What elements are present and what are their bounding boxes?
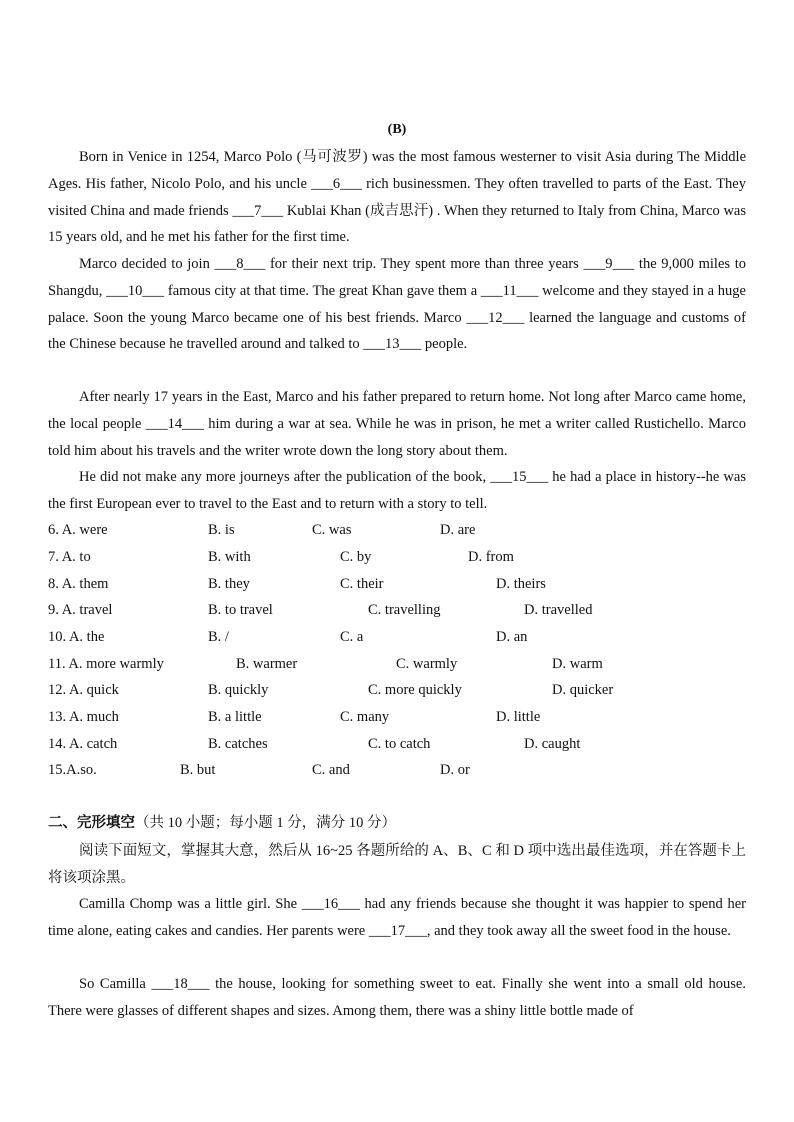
option-c: C. many bbox=[340, 709, 390, 725]
passage-paragraph bbox=[48, 464, 746, 518]
option-c: C. by bbox=[340, 549, 372, 565]
option-a: 11. A. more warmly bbox=[48, 656, 164, 672]
option-b: B. catches bbox=[208, 736, 268, 752]
question-options bbox=[48, 520, 748, 540]
option-d: D. from bbox=[468, 549, 514, 565]
option-b: B. a little bbox=[208, 709, 262, 725]
option-b: B. quickly bbox=[208, 682, 269, 698]
option-a: 6. A. were bbox=[48, 522, 108, 538]
option-a: 14. A. catch bbox=[48, 736, 118, 752]
question-options bbox=[48, 760, 748, 780]
paragraph-text: After nearly 17 years in the East, Marco and his father prepared to return home. Not long after Marco came home, the local people ___14___ him during a war at sea. While he was in prison, he met a writer called Rustichello. Marco told him about his travels and the writer wrote down the long story about them. bbox=[48, 389, 746, 459]
question-options bbox=[48, 547, 748, 567]
option-b: B. is bbox=[208, 522, 235, 538]
paragraph-text: Born in Venice in 1254, Marco Polo (马可波罗) was the most famous westerner to visit Asia during The Middle Ages. His father, Nicolo Polo, and his uncle ___6___ rich businessmen. They often travelled to parts of the East. They visited China and made friends ___7___ Kublai Khan (成吉思汗) . When they returned to Italy from China, Marco was 15 years old, and he met his father for the first time. bbox=[48, 149, 746, 246]
option-b: B. / bbox=[208, 629, 229, 645]
instruction-text: 阅读下面短文，掌握其大意，然后从 16~25 各题所给的 A、B、C 和 D 项中选出最佳选项，并在答题卡上将该项涂黑。 bbox=[48, 843, 746, 886]
option-c: C. and bbox=[312, 762, 350, 778]
passage-paragraph bbox=[48, 251, 746, 358]
question-options bbox=[48, 654, 748, 674]
option-d: D. an bbox=[496, 629, 528, 645]
option-a: 8. A. them bbox=[48, 576, 109, 592]
question-options bbox=[48, 734, 748, 754]
option-a: 13. A. much bbox=[48, 709, 119, 725]
option-b: B. but bbox=[180, 762, 216, 778]
option-c: C. their bbox=[340, 576, 384, 592]
paragraph-text: He did not make any more journeys after the publication of the book, ___15___ he had a place in history--he was the first European ever to travel to the East and to return with a story to tell. bbox=[48, 469, 746, 512]
option-b: B. warmer bbox=[236, 656, 298, 672]
section-title: (B) bbox=[387, 122, 407, 137]
option-d: D. quicker bbox=[552, 682, 614, 698]
option-c: C. travelling bbox=[368, 602, 441, 618]
section-heading bbox=[48, 813, 396, 833]
paragraph-text: So Camilla ___18___ the house, looking for something sweet to eat. Finally she went into a small old house. There were glasses of different shapes and sizes. Among them, there was a shiny little bottle made of bbox=[48, 976, 746, 1019]
option-b: B. to travel bbox=[208, 602, 273, 618]
section-heading-note: （共 10 小题；每小题 1 分，满分 10 分） bbox=[135, 815, 396, 831]
option-d: D. or bbox=[440, 762, 470, 778]
question-options bbox=[48, 680, 748, 700]
paragraph-text: Camilla Chomp was a little girl. She ___16___ had any friends because she thought it was happier to spend her time alone, eating cakes and candies. Her parents were ___17___, and they took away all the sweet food in the house. bbox=[48, 896, 746, 939]
passage-paragraph bbox=[48, 891, 746, 945]
option-c: C. was bbox=[312, 522, 352, 538]
option-d: D. warm bbox=[552, 656, 603, 672]
option-c: C. a bbox=[340, 629, 364, 645]
option-d: D. are bbox=[440, 522, 476, 538]
section-heading-title: 二、完形填空 bbox=[48, 815, 135, 831]
option-a: 9. A. travel bbox=[48, 602, 113, 618]
option-b: B. they bbox=[208, 576, 250, 592]
instruction-paragraph bbox=[48, 838, 746, 892]
option-d: D. travelled bbox=[524, 602, 593, 618]
option-a: 15.A.so. bbox=[48, 762, 97, 778]
option-a: 10. A. the bbox=[48, 629, 105, 645]
option-b: B. with bbox=[208, 549, 251, 565]
question-options bbox=[48, 707, 748, 727]
passage-paragraph bbox=[48, 384, 746, 464]
passage-paragraph bbox=[48, 144, 746, 251]
option-c: C. warmly bbox=[396, 656, 458, 672]
option-d: D. caught bbox=[524, 736, 581, 752]
question-options bbox=[48, 627, 748, 647]
question-options bbox=[48, 574, 748, 594]
question-options bbox=[48, 600, 748, 620]
passage-paragraph bbox=[48, 971, 746, 1025]
option-d: D. theirs bbox=[496, 576, 546, 592]
option-c: C. to catch bbox=[368, 736, 431, 752]
option-a: 7. A. to bbox=[48, 549, 91, 565]
option-c: C. more quickly bbox=[368, 682, 462, 698]
paragraph-text: Marco decided to join ___8___ for their next trip. They spent more than three years ___9___ the 9,000 miles to Shangdu, ___10___ famous city at that time. The great Khan gave them a ___11___ welcome and they stayed in a huge palace. Soon the young Marco became one of his best friends. Marco ___12___ learned the language and customs of the Chinese because he travelled around and talked to ___13___ people. bbox=[48, 256, 746, 353]
option-a: 12. A. quick bbox=[48, 682, 119, 698]
option-d: D. little bbox=[496, 709, 541, 725]
